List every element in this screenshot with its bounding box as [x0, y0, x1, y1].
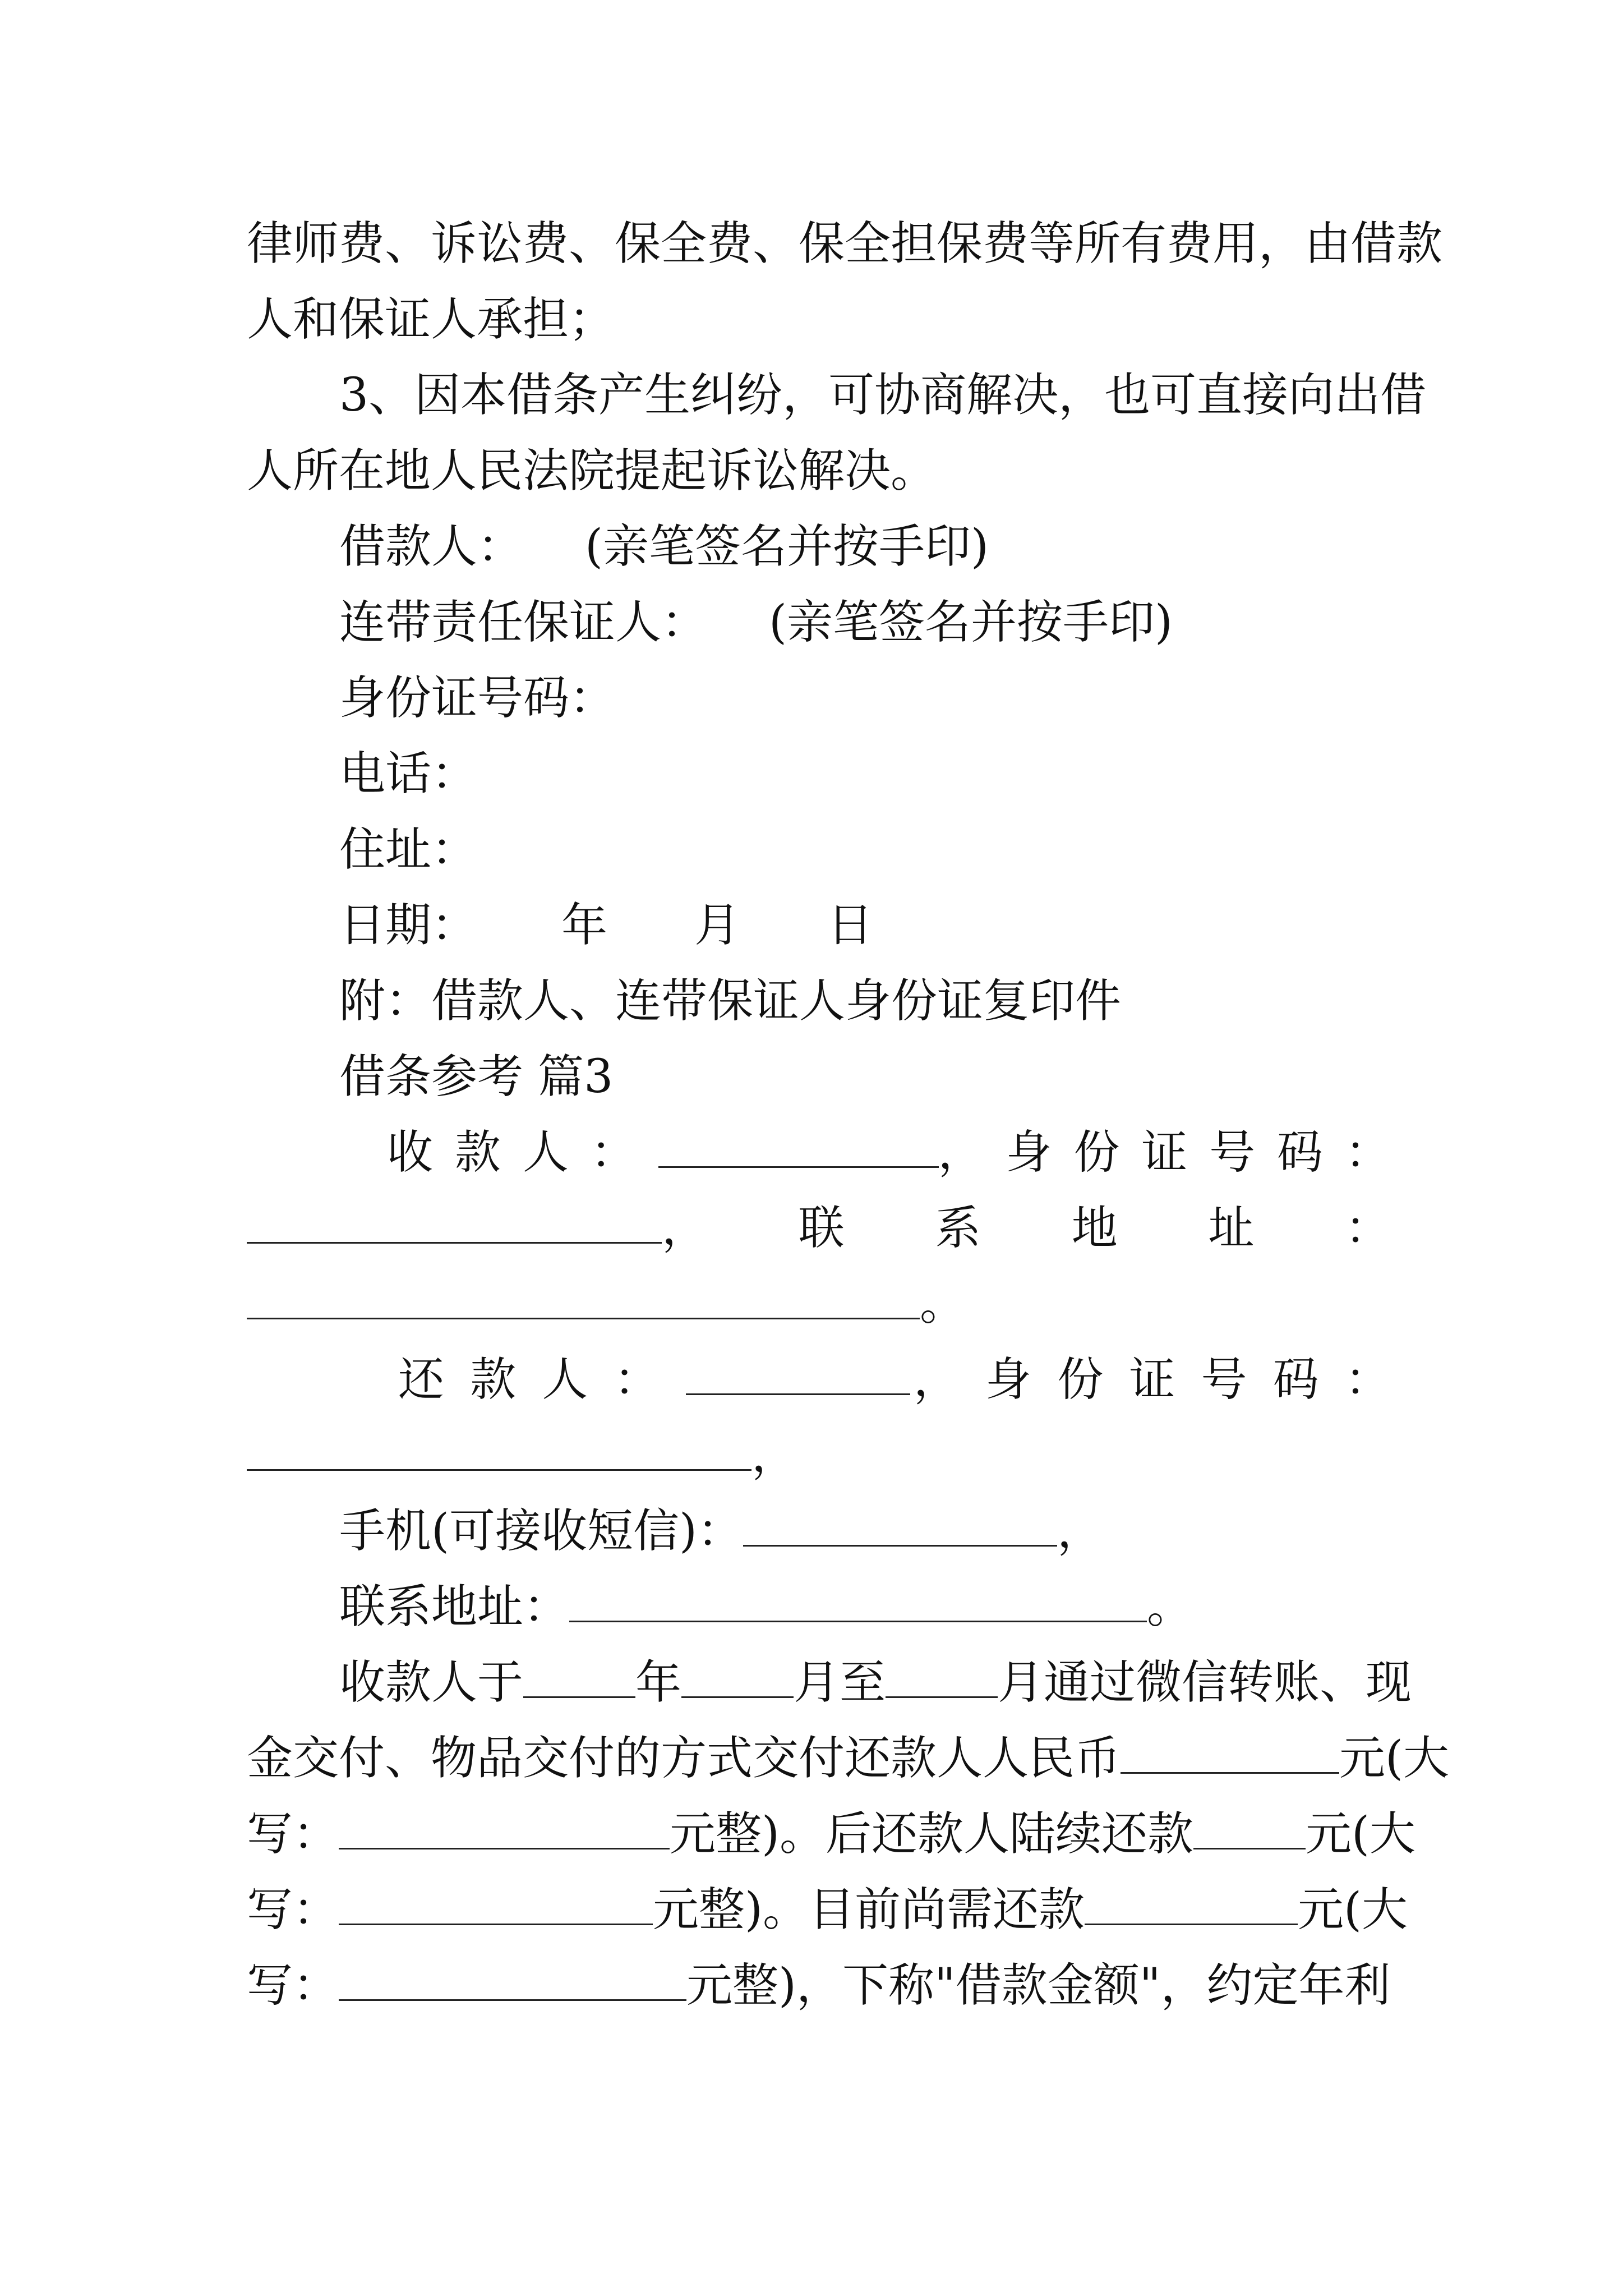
payee-address-blank[interactable] [247, 1277, 920, 1319]
attachment-note: 附：借款人、连带保证人身份证复印件 [339, 974, 1122, 1028]
payee-name-blank[interactable] [658, 1126, 939, 1168]
payee-label-char: 收 [387, 1126, 434, 1179]
text: 月通过微信转账、现 [998, 1656, 1412, 1709]
comma: ， [938, 1126, 984, 1179]
paragraph-line: 律师费、诉讼费、保全费、保全担保费等所有费用，由借款 [247, 217, 1443, 270]
guarantor-label: 连带责任保证人： [339, 596, 708, 649]
address-label: 联系地址： [339, 1580, 570, 1634]
paragraph-line [247, 1731, 1450, 1787]
id-label-char: 号 [1201, 1353, 1247, 1406]
id-label-char: 身 [1006, 1126, 1052, 1179]
repaid-amount-blank[interactable] [1193, 1807, 1306, 1849]
contact-label-char: 地 [1071, 1202, 1118, 1255]
text: 元(大 [1339, 1732, 1450, 1785]
borrower-signature-line [339, 519, 1483, 575]
id-label-char: 码 [1272, 1353, 1319, 1406]
text: 元(大 [1298, 1883, 1408, 1936]
id-label-char: ： [1344, 1353, 1391, 1406]
id-label-char: 身 [985, 1353, 1032, 1406]
amount-blank[interactable] [1121, 1732, 1339, 1774]
phone-label: 电话： [339, 747, 478, 800]
text: 写： [247, 1883, 339, 1936]
section-heading: 借条参考 篇3 [339, 1050, 614, 1103]
mobile-blank[interactable] [743, 1504, 1057, 1547]
payee-id-line [247, 1200, 1391, 1257]
id-label-char: 号 [1209, 1126, 1256, 1179]
repayer-label-char: 还 [398, 1353, 445, 1406]
year-blank[interactable] [523, 1656, 635, 1698]
contact-label-char: 址 [1208, 1202, 1255, 1255]
date-label: 日期： [339, 899, 478, 952]
payee-label-char: ： [590, 1126, 637, 1179]
payee-label-char: 人 [522, 1126, 569, 1179]
id-label-char: 份 [1073, 1126, 1120, 1179]
address-blank[interactable] [569, 1580, 1147, 1622]
comma: ， [751, 1429, 798, 1482]
guarantor-signature-line [339, 595, 1483, 651]
month-blank[interactable] [886, 1656, 998, 1698]
address-label: 住址： [339, 823, 478, 876]
id-label-char: 码 [1277, 1126, 1324, 1179]
payee-id-blank[interactable] [247, 1202, 662, 1244]
text: 收款人于 [339, 1656, 524, 1709]
comma: ， [913, 1353, 960, 1406]
amount-words-blank[interactable] [339, 1807, 670, 1849]
repayer-label-char: 人 [542, 1353, 588, 1406]
date-line [339, 898, 1483, 954]
paragraph-line: 人和保证人承担； [247, 293, 615, 346]
mobile-line [339, 1503, 1483, 1559]
id-label-char: ： [1344, 1126, 1391, 1179]
text: 元(大 [1306, 1807, 1416, 1861]
id-label-char: 证 [1129, 1353, 1175, 1406]
repayer-name-blank[interactable] [686, 1353, 910, 1395]
text: 元整)，下称"借款金额"，约定年利 [686, 1959, 1391, 2012]
payee-label-char: 款 [454, 1126, 501, 1179]
comma: ， [1057, 1504, 1103, 1558]
period: 。 [1147, 1580, 1193, 1634]
text: 写： [247, 1807, 339, 1861]
amount-words-blank[interactable] [339, 1883, 653, 1925]
text: 月至 [794, 1656, 886, 1709]
text: 写： [247, 1959, 339, 2012]
payee-line [387, 1125, 1391, 1181]
repayer-label-char: 款 [470, 1353, 517, 1406]
contact-label-char: 联 [798, 1202, 845, 1255]
borrower-note: (亲笔签名并按手印) [585, 520, 989, 573]
text: 年 [635, 1656, 682, 1709]
repayer-label-char: ： [614, 1353, 660, 1406]
period: 。 [920, 1277, 966, 1331]
mobile-label: 手机(可接收短信)： [339, 1504, 743, 1558]
clause-3-line: 3、因本借条产生纠纷，可协商解决，也可直接向出借 [339, 369, 1427, 422]
date-day: 日 [827, 899, 874, 952]
clause-3-line: 人所在地人民法院提起诉讼解决。 [247, 444, 937, 498]
repayer-id-line [247, 1428, 1391, 1484]
paragraph-line [247, 1958, 1391, 2014]
contact-label-char: ： [1344, 1202, 1391, 1255]
payee-address-line [247, 1276, 1391, 1332]
paragraph-line [247, 1806, 1416, 1862]
paragraph-line [247, 1882, 1408, 1938]
borrower-label: 借款人： [339, 520, 524, 573]
date-year: 年 [561, 899, 608, 952]
contact-label-char: 系 [935, 1202, 981, 1255]
month-blank[interactable] [681, 1656, 794, 1698]
id-number-label: 身份证号码： [339, 671, 616, 725]
text: 金交付、物品交付的方式交付还款人人民币 [247, 1732, 1121, 1785]
id-label-char: 证 [1141, 1126, 1188, 1179]
repayer-address-line [339, 1579, 1483, 1635]
amount-words-blank[interactable] [339, 1959, 686, 2001]
date-month: 月 [694, 899, 741, 952]
remaining-amount-blank[interactable] [1085, 1883, 1298, 1925]
paragraph-line [339, 1655, 1412, 1711]
comma: ， [662, 1202, 708, 1255]
repayer-id-blank[interactable] [247, 1429, 751, 1471]
text: 元整)。目前尚需还款 [653, 1883, 1085, 1936]
repayer-line [398, 1352, 1391, 1408]
text: 元整)。后还款人陆续还款 [670, 1807, 1194, 1861]
guarantor-note: (亲笔签名并按手印) [769, 596, 1173, 649]
id-label-char: 份 [1057, 1353, 1104, 1406]
